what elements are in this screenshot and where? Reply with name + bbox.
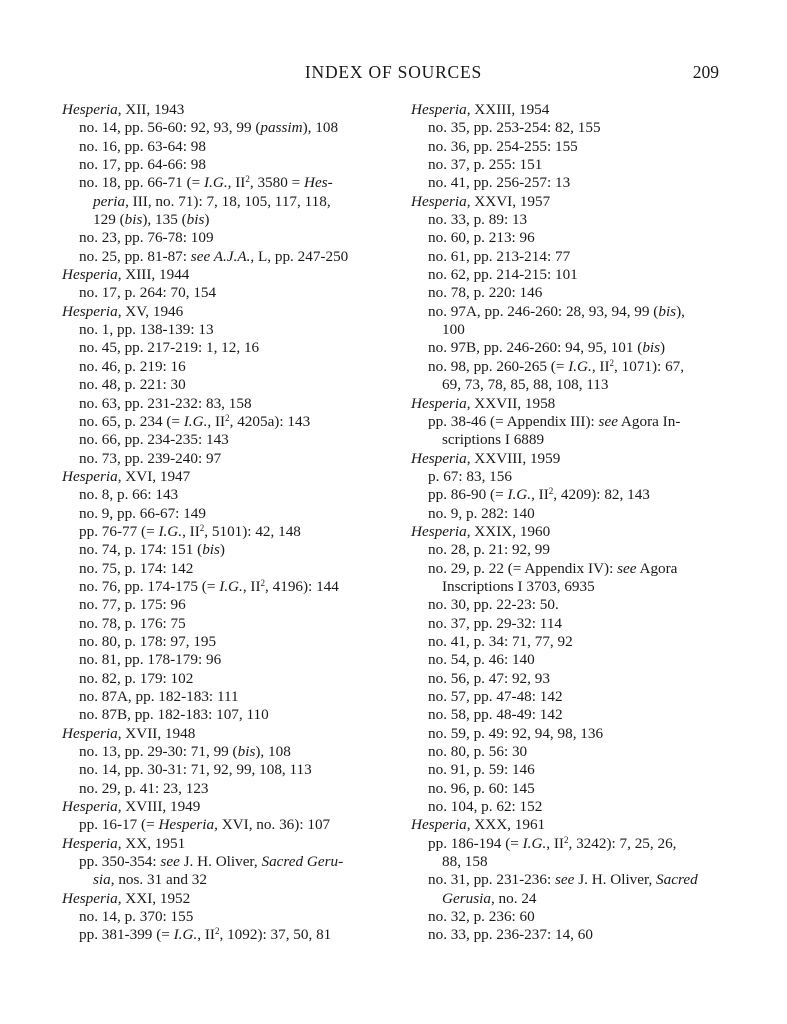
italic-text: I.G. (522, 834, 547, 852)
index-entry (62, 174, 382, 192)
entry-text: , XX, 1951 (117, 834, 186, 852)
index-entry (62, 211, 382, 229)
index-entry (411, 908, 731, 926)
italic-text: bis (658, 302, 677, 320)
page-title: INDEX OF SOURCES (304, 62, 483, 82)
entry-text: no. 35, pp. 253-254: 82, 155 (428, 119, 601, 137)
entry-text: ), 135 ( (142, 211, 187, 229)
entry-text: no. 37, pp. 29-32: 114 (428, 614, 563, 632)
index-entry (411, 284, 731, 302)
entry-text: 69, 73, 78, 85, 88, 108, 113 (442, 376, 609, 394)
entry-text: , XVIII, 1949 (117, 798, 201, 816)
index-entry (411, 431, 731, 449)
italic-text: Hesperia (62, 724, 118, 742)
index-entry (411, 706, 731, 724)
entry-text: no. 75, p. 174: 142 (79, 559, 194, 577)
italic-text: Hesperia (62, 302, 118, 320)
entry-text: no. 48, p. 221: 30 (79, 376, 186, 394)
entry-text: no. 81, pp. 178-179: 96 (79, 651, 222, 669)
entry-text: , II (591, 357, 610, 375)
superscript: 2 (245, 174, 250, 185)
index-heading (411, 101, 731, 119)
index-entry (411, 633, 731, 651)
entry-text: pp. 350-354: (79, 853, 161, 871)
italic-text: Hesperia (411, 394, 467, 412)
italic-text: passim (260, 119, 303, 137)
index-entry (411, 835, 731, 853)
superscript: 2 (563, 834, 569, 845)
italic-text: Hesperia (411, 192, 467, 210)
index-entry (411, 615, 731, 633)
entry-text: , XXVI, 1957 (466, 192, 551, 210)
index-entry (62, 926, 382, 944)
index-heading (62, 101, 382, 119)
entry-text: no. 61, pp. 213-214: 77 (428, 247, 571, 265)
index-entry (62, 413, 382, 431)
entry-text: , XVI, 1947 (117, 467, 191, 485)
italic-text: I.G. (568, 357, 592, 375)
entry-text: no. 87B, pp. 182-183: 107, 110 (79, 706, 269, 724)
index-entry (411, 468, 731, 486)
index-entry (62, 688, 382, 706)
index-entry (411, 596, 731, 614)
index-entry (62, 505, 382, 523)
entry-text: ) (204, 211, 210, 229)
index-entry (62, 321, 382, 339)
index-entry (62, 596, 382, 614)
entry-text: no. 29, p. 22 (= Appendix IV): (428, 559, 618, 577)
entry-text: no. 45, pp. 217-219: 1, 12, 16 (79, 339, 260, 357)
entry-text: no. 73, pp. 239-240: 97 (79, 449, 222, 467)
index-entry (62, 560, 382, 578)
superscript: 2 (225, 412, 230, 423)
entry-text: , 4209): 82, 143 (553, 486, 650, 504)
entry-text: p. 67: 83, 156 (428, 467, 512, 485)
index-heading (411, 816, 731, 834)
index-entry (62, 450, 382, 468)
index-entry (411, 174, 731, 192)
entry-text: no. 66, pp. 234-235: 143 (79, 431, 229, 449)
index-entry (411, 560, 731, 578)
index-heading (411, 395, 731, 413)
italic-text: bis (124, 211, 143, 229)
entry-text: no. 41, pp. 256-257: 13 (428, 174, 571, 192)
entry-text: no. 28, p. 21: 92, 99 (428, 541, 550, 559)
entry-text: no. 96, p. 60: 145 (428, 779, 535, 797)
index-heading (62, 266, 382, 284)
entry-text: Inscriptions I 3703, 6935 (442, 577, 595, 595)
entry-text: , 1092): 37, 50, 81 (219, 926, 332, 944)
italic-text: Hesperia (62, 798, 118, 816)
index-entry (411, 339, 731, 357)
entry-text: , II (197, 926, 215, 944)
entry-text: , II (242, 577, 261, 595)
index-entry (62, 780, 382, 798)
entry-text: no. 32, p. 236: 60 (428, 908, 535, 926)
entry-text: J. H. Oliver, (574, 871, 657, 889)
entry-text: no. 91, p. 59: 146 (428, 761, 535, 779)
entry-text: no. 33, p. 89: 13 (428, 211, 528, 229)
entry-text: , XXX, 1961 (466, 816, 546, 834)
italic-text: I.G. (219, 577, 243, 595)
entry-text: no. 76, pp. 174-175 (= (79, 577, 220, 595)
entry-text: no. 104, p. 62: 152 (428, 798, 543, 816)
entry-text: no. 98, pp. 260-265 (= (428, 357, 569, 375)
index-heading (62, 890, 382, 908)
index-entry (62, 908, 382, 926)
index-entry (62, 138, 382, 156)
entry-text: no. 80, p. 178: 97, 195 (79, 632, 217, 650)
entry-text: no. 9, p. 282: 140 (428, 504, 535, 522)
index-entry (411, 303, 731, 321)
entry-text: no. 97A, pp. 246-260: 28, 93, 94, 99 ( (428, 302, 659, 320)
italic-text: Hesperia (62, 889, 118, 907)
entry-text: no. 41, p. 34: 71, 77, 92 (428, 632, 573, 650)
italic-text: bis (202, 541, 220, 559)
index-entry (411, 541, 731, 559)
entry-text: ), 108 (302, 119, 339, 137)
entry-text: no. 23, pp. 76-78: 109 (79, 229, 214, 247)
entry-text: pp. 381-399 (= (79, 926, 174, 944)
index-entry (62, 541, 382, 559)
entry-text: , III, no. 71): 7, 18, 105, 117, 118, (125, 192, 331, 210)
index-entry (411, 743, 731, 761)
index-entry (411, 926, 731, 944)
italic-text: Hesperia (62, 834, 118, 852)
superscript: 2 (199, 522, 205, 533)
entry-text: no. 14, pp. 30-31: 71, 92, 99, 108, 113 (79, 761, 312, 779)
entry-text: no. 77, p. 175: 96 (79, 596, 186, 614)
entry-text: no. 62, pp. 214-215: 101 (428, 266, 578, 284)
entry-text: ), 108 (255, 743, 291, 761)
entry-text: no. 36, pp. 254-255: 155 (428, 137, 578, 155)
index-heading (411, 523, 731, 541)
entry-text: pp. 186-194 (= (428, 834, 523, 852)
italic-text: Hesperia (62, 467, 118, 485)
index-heading (411, 450, 731, 468)
entry-text: , XII, 1943 (117, 101, 185, 118)
index-entry (411, 211, 731, 229)
index-entry (411, 798, 731, 816)
index-entry (62, 193, 382, 211)
index-entry (62, 431, 382, 449)
entry-text: , XVI, no. 36): 107 (214, 816, 331, 834)
index-entry (62, 743, 382, 761)
italic-text: Sacred (656, 871, 698, 889)
entry-text: no. 63, pp. 231-232: 83, 158 (79, 394, 252, 412)
index-heading (62, 835, 382, 853)
index-entry (62, 119, 382, 137)
italic-text: see (598, 412, 618, 430)
entry-text: no. 46, p. 219: 16 (79, 357, 186, 375)
entry-text: , XXI, 1952 (117, 889, 191, 907)
entry-text: , XXIII, 1954 (466, 101, 550, 118)
entry-text: pp. 16-17 (= (79, 816, 159, 834)
entry-text: no. 82, p. 179: 102 (79, 669, 194, 687)
entry-text: Agora (636, 559, 678, 577)
entry-text: no. 29, p. 41: 23, 123 (79, 779, 209, 797)
superscript: 2 (260, 577, 266, 588)
index-entry (411, 321, 731, 339)
entry-text: , XXVIII, 1959 (466, 449, 561, 467)
italic-text: Hesperia (62, 101, 118, 118)
superscript: 2 (609, 357, 615, 368)
italic-text: Hesperia (411, 449, 467, 467)
index-entry (411, 413, 731, 431)
entry-text: , 4196): 144 (265, 577, 339, 595)
index-entry (411, 761, 731, 779)
index-entry (411, 890, 731, 908)
entry-text: no. 31, pp. 231-236: (428, 871, 555, 889)
italic-text: see (160, 853, 180, 871)
italic-text: Hesperia (158, 816, 215, 834)
italic-text: bis (237, 743, 256, 761)
index-entry (411, 266, 731, 284)
entry-text: , II (546, 834, 564, 852)
entry-text: no. 14, pp. 56-60: 92, 93, 99 ( (79, 119, 261, 137)
italic-text: peria (93, 192, 126, 210)
entry-text: , II (227, 174, 246, 192)
entry-text: pp. 86-90 (= (428, 486, 508, 504)
index-entry (411, 651, 731, 669)
entry-text: no. 14, p. 370: 155 (79, 908, 194, 926)
entry-text: , XVII, 1948 (117, 724, 196, 742)
index-entry (62, 248, 382, 266)
index-column-right (411, 101, 731, 945)
entry-text: no. 54, p. 46: 140 (428, 651, 535, 669)
index-entry (62, 670, 382, 688)
entry-text: no. 30, pp. 22-23: 50. (428, 596, 559, 614)
index-entry (62, 358, 382, 376)
italic-text: bis (642, 339, 661, 357)
italic-text: sia (93, 871, 111, 889)
entry-text: , II (182, 522, 200, 540)
superscript: 2 (214, 926, 220, 937)
italic-text: Hesperia (411, 522, 467, 540)
italic-text: I.G. (204, 174, 228, 192)
italic-text: see (617, 559, 637, 577)
index-entry (411, 156, 731, 174)
entry-text: no. 57, pp. 47-48: 142 (428, 688, 563, 705)
entry-text: no. 17, p. 264: 70, 154 (79, 284, 217, 302)
entry-text: , 3580 = (249, 174, 304, 192)
index-column-left (62, 101, 382, 945)
entry-text: ), (676, 302, 685, 320)
index-entry (411, 119, 731, 137)
entry-text: no. 59, p. 49: 92, 94, 98, 136 (428, 724, 604, 742)
index-heading (62, 468, 382, 486)
index-entry (62, 651, 382, 669)
entry-text: , no. 24 (490, 889, 537, 907)
entry-text: ) (219, 541, 225, 559)
entry-text: scriptions I 6889 (442, 431, 545, 449)
index-entry (411, 376, 731, 394)
index-entry (62, 339, 382, 357)
index-entry (62, 156, 382, 174)
index-entry (62, 706, 382, 724)
italic-text: I.G. (183, 412, 208, 430)
index-heading (62, 798, 382, 816)
index-entry (62, 615, 382, 633)
index-heading (411, 193, 731, 211)
entry-text: , II (207, 412, 226, 430)
italic-text: see (554, 871, 575, 889)
index-entry (411, 688, 731, 706)
index-entry (62, 523, 382, 541)
entry-text: no. 78, p. 176: 75 (79, 614, 186, 632)
entry-text: pp. 76-77 (= (79, 522, 159, 540)
entry-text: , II (531, 486, 549, 504)
italic-text: I.G. (158, 522, 183, 540)
index-entry (411, 871, 731, 889)
italic-text: Sacred Geru- (261, 853, 344, 871)
entry-text: no. 18, pp. 66-71 (= (79, 174, 204, 192)
entry-text: ) (660, 339, 666, 357)
entry-text: no. 78, p. 220: 146 (428, 284, 543, 302)
index-entry (411, 138, 731, 156)
index-entry (411, 578, 731, 596)
entry-text: no. 74, p. 174: 151 ( (79, 541, 203, 559)
entry-text: Agora In- (617, 412, 681, 430)
italic-text: Hesperia (62, 266, 118, 284)
italic-text: Hesperia (411, 816, 467, 834)
entry-text: , XXIX, 1960 (466, 522, 551, 540)
entry-text: , XIII, 1944 (117, 266, 190, 284)
entry-text: no. 25, pp. 81-87: (79, 247, 191, 265)
index-entry (411, 725, 731, 743)
index-entry (62, 761, 382, 779)
index-entry (411, 229, 731, 247)
entry-text: no. 33, pp. 236-237: 14, 60 (428, 926, 593, 944)
index-entry (62, 578, 382, 596)
entry-text: no. 1, pp. 138-139: 13 (79, 321, 214, 339)
index-entry (411, 670, 731, 688)
entry-text: 129 ( (93, 211, 125, 229)
entry-text: no. 65, p. 234 (= (79, 412, 184, 430)
superscript: 2 (548, 486, 554, 497)
index-entry (62, 816, 382, 834)
page-number: 209 (692, 62, 719, 82)
entry-text: no. 16, pp. 63-64: 98 (79, 137, 206, 155)
index-heading (62, 725, 382, 743)
entry-text: 100 (442, 321, 465, 339)
entry-text: , 1071): 67, (614, 357, 685, 375)
entry-text: , 4205a): 143 (229, 412, 311, 430)
italic-text: Hesperia (411, 101, 467, 118)
index-entry (411, 358, 731, 376)
entry-text: no. 13, pp. 29-30: 71, 99 ( (79, 743, 238, 761)
index-entry (411, 505, 731, 523)
italic-text: I.G. (173, 926, 198, 944)
entry-text: , nos. 31 and 32 (110, 871, 207, 889)
index-entry (62, 284, 382, 302)
entry-text: , XV, 1946 (117, 302, 184, 320)
index-entry (411, 853, 731, 871)
index-entry (62, 871, 382, 889)
entry-text: no. 97B, pp. 246-260: 94, 95, 101 ( (428, 339, 643, 357)
entry-text: no. 17, pp. 64-66: 98 (79, 156, 206, 174)
entry-text: J. H. Oliver, (179, 853, 262, 871)
entry-text: , 3242): 7, 25, 26, (568, 834, 677, 852)
entry-text: , XXVII, 1958 (466, 394, 556, 412)
index-heading (62, 303, 382, 321)
index-entry (62, 395, 382, 413)
index-entry (411, 486, 731, 504)
index-entry (62, 853, 382, 871)
entry-text: pp. 38-46 (= Appendix III): (428, 412, 599, 430)
index-entry (62, 633, 382, 651)
entry-text: no. 60, p. 213: 96 (428, 229, 535, 247)
index-entry (62, 486, 382, 504)
index-entry (411, 780, 731, 798)
italic-text: Hes- (303, 174, 333, 192)
italic-text: see A.J.A. (190, 247, 251, 265)
index-entry (62, 229, 382, 247)
entry-text: no. 9, pp. 66-67: 149 (79, 504, 206, 522)
entry-text: no. 56, p. 47: 92, 93 (428, 669, 550, 687)
italic-text: Gerusia (442, 889, 491, 907)
index-entry (411, 248, 731, 266)
entry-text: no. 8, p. 66: 143 (79, 486, 179, 504)
entry-text: no. 37, p. 255: 151 (428, 156, 543, 174)
entry-text: 88, 158 (442, 853, 488, 871)
italic-text: I.G. (507, 486, 532, 504)
entry-text: no. 58, pp. 48-49: 142 (428, 706, 563, 724)
italic-text: bis (186, 211, 205, 229)
entry-text: no. 87A, pp. 182-183: 111 (79, 688, 239, 705)
entry-text: , L, pp. 247-250 (250, 247, 349, 265)
index-entry (62, 376, 382, 394)
entry-text: no. 80, p. 56: 30 (428, 743, 528, 761)
entry-text: , 5101): 42, 148 (204, 522, 301, 540)
